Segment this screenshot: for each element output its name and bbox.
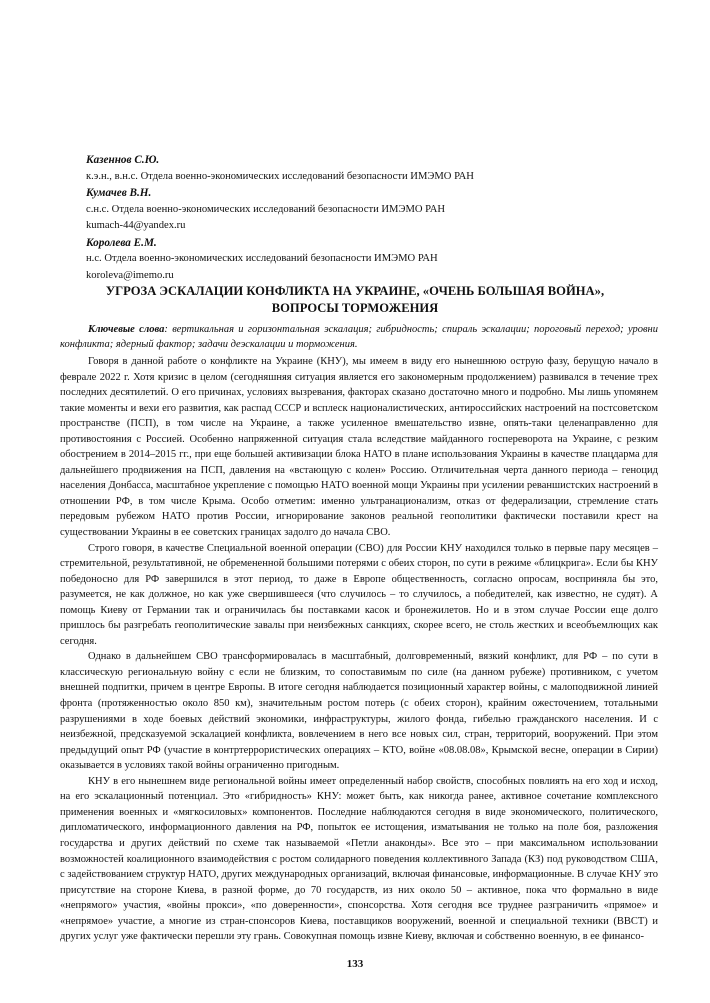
article-title-line: УГРОЗА ЭСКАЛАЦИИ КОНФЛИКТА НА УКРАИНЕ, «ОЧЕНЬ БОЛЬШАЯ ВОЙНА», — [105, 284, 605, 298]
author-email: koroleva@imemo.ru — [86, 269, 174, 281]
keywords-text: : вертикальная и горизонтальная эскалация; гибридность; спираль эскалации; пороговый переход; уровни конфликта; ядерный фактор; задачи деэскалации и торможения. — [60, 324, 659, 351]
author-name: Казеннов С.Ю. — [86, 154, 160, 166]
author-entry — [86, 152, 656, 185]
author-affiliation: с.н.с. Отдела военно-экономических исследований безопасности ИМЭМО РАН — [86, 203, 446, 215]
keywords — [60, 322, 658, 353]
body-paragraph: Строго говоря, в качестве Специальной военной операции (СВО) для России КНУ находился только в первые пару месяцев – стремительной, результативной, не обремененной большими потерями с обеих сторон, по сути в режиме «блицкрига». Если бы КНУ победоносно для РФ завершился в этот период, то даже в Европе общественность, согласно опросам, восприняла бы это, разумеется, не как должное, но как уже свершившееся (что случилось – то случилось, а победителей, как известно, не судят). А помощь Киеву от Германии так и ограничилась бы поставками касок и бронежилетов. Но и в этом случае России еще долго пришлось бы разгребать геополитические завалы при неизбежных санкциях, скорее всего, не столь жестких и всеобъемлющих как сегодня. — [60, 542, 658, 647]
author-email: kumach-44@yandex.ru — [86, 220, 186, 231]
authors-block — [86, 152, 656, 284]
author-name: Королева Е.М. — [86, 236, 157, 249]
author-name: Кумачев В.Н. — [86, 187, 152, 199]
author-entry — [86, 235, 656, 285]
author-entry — [86, 185, 656, 235]
body-paragraph: Говоря в данной работе о конфликте на Украине (КНУ), мы имеем в виду его нынешнюю острую фазу, берущую начало в феврале 2022 г. Хотя кризис в целом (сегодняшняя ситуация является его закономерным продолжением) развивался в течение трех последних десятилетий. О его причинах, условиях вызревания, факторах сказано достаточно много и подробно. Мы лишь упомянем такие моменты и вехи его развития, как распад СССР и всплеск националистических, антироссийских настроений на постсоветском пространстве (ПСП), в том числе на Украине, а также усиленное вмешательство извне, опять-таки целенаправленно для противостояния с Россией. Особенно напряженной ситуация стала вследствие майданного госпереворота на Украине, с резким обострением в 2014–2015 гг., при еще большей активизации блока НАТО в плане использования Украины в качестве плацдарма для дальнейшего продвижения на ПСП, давления на «встающую с колен» Россию. Отличительная черта данного периода – геноцид населения Донбасса, масштабное укрепление с помощью НАТО военной мощи Украины при усилении реваншистских настроений в отношении РФ, в том числе Крыма. Особо отметим: именно ультранационализм, отказ от федерализации, стремление стать передовым рубежом НАТО против России, игнорирование законов реальной геополитики фактически поставили крест на существовании Украины в ее советских границах задолго до начала СВО. — [60, 356, 658, 539]
author-affiliation: к.э.н., в.н.с. Отдела военно-экономических исследований безопасности ИМЭМО РАН — [86, 170, 474, 182]
article-body — [60, 354, 658, 945]
body-paragraph: Однако в дальнейшем СВО трансформировалась в масштабный, долговременный, вязкий конфликт, для РФ – по сути в классическую региональную войну с если не близким, то сопоставимым по силе (на данном рубеже) противником, с учетом внешней подпитки, причем в центре Европы. В итоге сегодня наблюдается позиционный характер войны, с малоподвижной линией фронта (протяженностью около 850 км), значительным ростом потерь (с обеих сторон), крайним ожесточением, тотальными разрушениями в ходе боевых действий экономики, инфраструктуры, жилого фонда, гибелью гражданского населения. И с неизбежной, предсказуемой эскалацией конфликта, вовлечением в него все новых сил, стран, территорий, вооружений. При этом предыдущий опыт РФ (участие в контртеррористических операциях – КТО, войне «08.08.08», Крымской весне, операции в Сирии) оказывается в условиях такой войны ограниченно пригодным. — [60, 651, 658, 772]
author-affiliation: н.с. Отдела военно-экономических исследований безопасности ИМЭМО РАН — [86, 253, 438, 264]
keywords-label: Ключевые слова — [88, 324, 165, 335]
article-title-line: ВОПРОСЫ ТОРМОЖЕНИЯ — [271, 301, 439, 315]
page-number: 133 — [346, 958, 364, 970]
article-title — [60, 283, 650, 317]
body-paragraph: КНУ в его нынешнем виде региональной войны имеет определенный набор свойств, способных повлиять на его ход и исход, на его эскалационный потенциал. Это «гибридность» КНУ: может быть, как никогда ранее, активное сочетание комплексного применения военных и «мягкосиловых» компонентов. Последние наблюдаются сегодня в виде экономического, политического, дипломатического, информационного давления на РФ, попыток ее истощения, изматывания не только на поле боя, разложения государства и других действий по схеме так называемой «Петли анаконды». Все это – при максимальном использовании возможностей коалиционного взаимодействия с ростом солидарного поведения коллективного Запада (КЗ) под руководством США, с задействованием структур НАТО, других международных организаций, включая финансовые, информационные. В случае КНУ это присутствие на стороне Киева, в разной форме, до 70 государств, из них около 50 – активное, пока что формально в виде «непрямого» участия, «войны прокси», «по доверенности», спонсорства. Хотя сегодня все труднее разграничить «прямое» и «непрямое» участие, а многие из стран-спонсоров Киева, поставщиков вооружений, военной и специальной техники (ВВСТ) и других услуг уже фактически перешли эту грань. Совокупная помощь извне Киеву, включая и собственно военную, в ее финансо- — [60, 775, 658, 943]
